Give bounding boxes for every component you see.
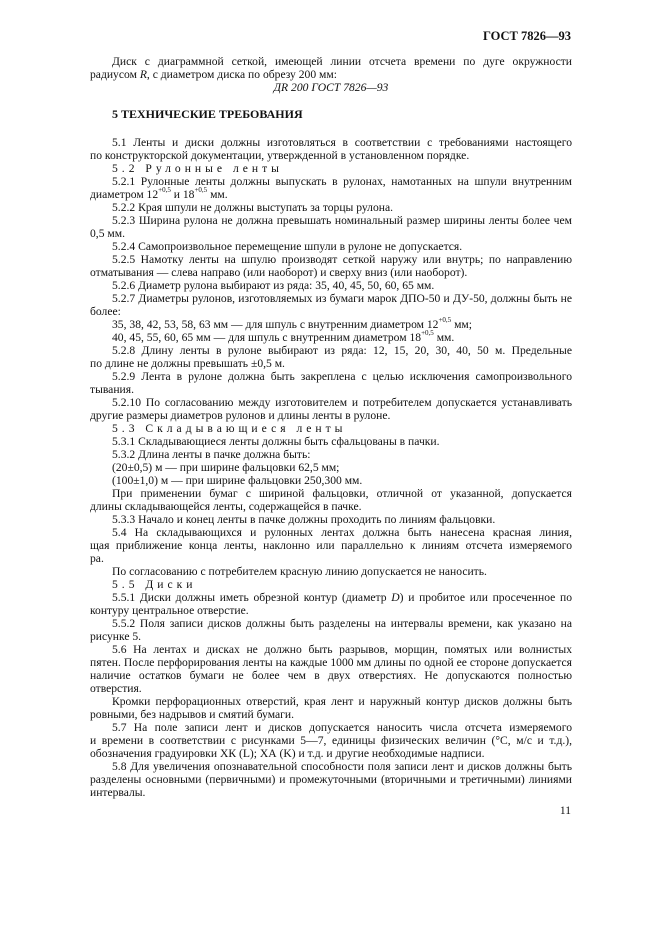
- text-line: При применении бумаг с шириной фальцовки, отличной от указанной, допускается: [112, 487, 572, 500]
- subsection-title: [90, 162, 572, 175]
- paragraph: [90, 448, 572, 461]
- paragraph: [90, 513, 572, 526]
- text-line: диаметром $12^{+0,5}$ и $18^{+0,5}$ мм.: [90, 186, 228, 201]
- text-line: разделены основными (первичными) и промежуточными (вторичными и третичными) линиями: [90, 773, 572, 786]
- paragraph: [90, 214, 572, 240]
- text-line: 5.2.7 Диаметры рулонов, изготовляемых из бумаги марок ДПО-50 и ДУ-50, должны быть не: [112, 292, 572, 305]
- text-line: 5.4 На складывающихся и рулонных лентах должна быть нанесена красная линия,: [112, 526, 572, 539]
- paragraph: [90, 461, 572, 474]
- paragraph: [90, 318, 572, 331]
- paragraph: [90, 643, 572, 695]
- page-number: 11: [559, 805, 571, 817]
- text-line: 5.2.2 Края шпули не должны выступать за торцы рулона.: [112, 201, 393, 214]
- text-line: по длине не должны превышать ±0,5 м.: [90, 357, 285, 370]
- text-line: щая приближение конца ленты, наклонно или параллельно к линиям отсчета измеряемого: [90, 539, 572, 552]
- text-line: (20±0,5) м — при ширине фальцовки 62,5 мм;: [112, 461, 340, 474]
- paragraph: [90, 760, 572, 799]
- italic-symbol: R: [139, 68, 147, 81]
- paragraph: [90, 721, 572, 760]
- paragraph: [90, 396, 572, 422]
- section-title: 5 ТЕХНИЧЕСКИЕ ТРЕБОВАНИЯ: [112, 107, 303, 121]
- paragraph: [90, 565, 572, 578]
- text-line: пятен. После перфорирования ленты на каждые 1000 мм длины по одной ее стороне допускается: [90, 656, 572, 669]
- superscript: +0,5: [438, 316, 452, 324]
- text-line: 5.5.2 Поля записи дисков должны быть разделены на интервалы времени, как указано на: [112, 617, 572, 630]
- intro-paragraph: [90, 55, 572, 81]
- text-line: 5.2.1 Рулонные ленты должны выпускать в рулонах, намотанных на шпули внутренним: [112, 175, 572, 188]
- text-line: (100±1,0) м — при ширине фальцовки 250,300 мм.: [112, 474, 363, 487]
- text-line: 5.3 Складывающиеся ленты: [112, 422, 347, 435]
- text-line: отверстия.: [90, 682, 142, 695]
- paragraph: [90, 136, 572, 162]
- product-designation: ДR 200 ГОСТ 7826—93: [273, 81, 389, 94]
- paragraph: [90, 617, 572, 643]
- text-line: 5.5.1 Диски должны иметь обрезной контур (диаметр D) и пробитое или просеченное по: [112, 591, 572, 604]
- text-line: 0,5 мм.: [90, 227, 125, 240]
- superscript: +0,5: [194, 186, 208, 194]
- text-line: радиусом R, с диаметром диска по обрезу 200 мм:: [90, 68, 337, 81]
- paragraph: [90, 591, 572, 617]
- paragraph: [90, 253, 572, 279]
- text-line: Кромки перфорационных отверстий, края лент и наружный контур дисков должны быть: [112, 695, 572, 708]
- paragraph: [90, 331, 572, 344]
- subsection-title: [90, 578, 572, 591]
- text-line: и времени в соответствии с рисунками 5—7, единицы физических величин (°С, м/с и т.д.),: [90, 734, 572, 747]
- text-line: ра.: [90, 552, 104, 565]
- text-line: 5.2.8 Длину ленты в рулоне выбирают из ряда: 12, 15, 20, 30, 40, 50 м. Предельные: [112, 344, 572, 357]
- text-line: 5.5 Диски: [112, 578, 197, 591]
- paragraph: [90, 370, 572, 396]
- text-line: тывания.: [90, 383, 134, 396]
- italic-symbol: D: [391, 591, 400, 604]
- text-line: интервалы.: [90, 786, 146, 799]
- text-line: более:: [90, 305, 121, 318]
- paragraph: [90, 435, 572, 448]
- text-line: 5.2.5 Намотку ленты на шпулю производят сеткой наружу или внутрь; по направлению: [112, 253, 572, 266]
- text-line: 5.1 Ленты и диски должны изготовляться в соответствии с требованиями настоящего: [112, 136, 572, 149]
- paragraph: [90, 487, 572, 513]
- text-line: 40, 45, 55, 60, 65 мм — для шпуль с внутренним диаметром $18^{+0,5}$ мм.: [112, 329, 455, 344]
- text-line: 5.2 Рулонные ленты: [112, 162, 283, 175]
- paragraph: [90, 292, 572, 318]
- text-line: 5.3.1 Складывающиеся ленты должны быть сфальцованы в пачки.: [112, 435, 440, 448]
- document-header: ГОСТ 7826—93: [482, 29, 571, 43]
- subsection-title: [90, 422, 572, 435]
- text-line: 5.2.9 Лента в рулоне должна быть закреплена с целью исключения самопроизвольного: [112, 370, 572, 383]
- text-line: рисунке 5.: [90, 630, 142, 643]
- text-line: 5.8 Для увеличения опознавательной способности поля записи лент и дисков должны быть: [112, 760, 572, 773]
- text-line: Диск с диаграммной сеткой, имеющей линии отсчета времени по дуге окружности: [112, 55, 572, 68]
- text-line: другие размеры диаметров рулонов и длины ленты в рулоне.: [90, 409, 391, 422]
- text-line: 35, 38, 42, 53, 58, 63 мм — для шпуль с внутренним диаметром $12^{+0,5}$ мм;: [112, 316, 472, 331]
- paragraph: [90, 175, 572, 201]
- paragraph: [90, 279, 572, 292]
- text-line: обозначения градуировки ХК (L); ХА (K) и т.д. и другие необходимые надписи.: [90, 747, 485, 760]
- text-line: 5.2.4 Самопроизвольное перемещение шпули в рулоне не допускается.: [112, 240, 463, 253]
- text-line: 5.2.10 По согласованию между изготовителем и потребителем допускается устанавливать: [112, 396, 572, 409]
- text-line: длины складывающейся ленты, содержащейся в пачке.: [90, 500, 362, 513]
- paragraph-list: [90, 136, 572, 799]
- text-line: 5.3.3 Начало и конец ленты в пачке должны проходить по линиям фальцовки.: [112, 513, 496, 526]
- paragraph: [90, 695, 572, 721]
- document-body: [90, 55, 572, 799]
- paragraph: [90, 240, 572, 253]
- text-line: 5.7 На поле записи лент и дисков допускается наносить числа отсчета измеряемого: [112, 721, 572, 734]
- paragraph: [90, 474, 572, 487]
- superscript: +0,5: [158, 186, 171, 194]
- text-line: 5.2.3 Ширина рулона не должна превышать номинальный размер ширины ленты более чем: [112, 214, 572, 227]
- text-line: наличие остатков бумаги не более чем в двух отверстиях. Не допускаются полностью: [90, 669, 572, 682]
- text-line: ровными, без надрывов и смятий бумаги.: [90, 708, 294, 721]
- text-line: по конструкторской документации, утвержденной в установленном порядке.: [90, 149, 470, 162]
- text-line: 5.2.6 Диаметр рулона выбирают из ряда: 35, 40, 45, 50, 60, 65 мм.: [112, 279, 435, 292]
- text-line: 5.3.2 Длина ленты в пачке должна быть:: [112, 448, 311, 461]
- text-line: отматывания — слева направо (или наоборот) и сверху вниз (или наоборот).: [90, 266, 468, 279]
- paragraph: [90, 526, 572, 565]
- text-line: 5.6 На лентах и дисках не должно быть разрывов, морщин, помятых или волнистых: [112, 643, 572, 656]
- text-line: контуру центральное отверстие.: [90, 604, 249, 617]
- paragraph: [90, 201, 572, 214]
- paragraph: [90, 344, 572, 370]
- text-line: По согласованию с потребителем красную линию допускается не наносить.: [112, 565, 487, 578]
- superscript: +0,5: [421, 329, 434, 337]
